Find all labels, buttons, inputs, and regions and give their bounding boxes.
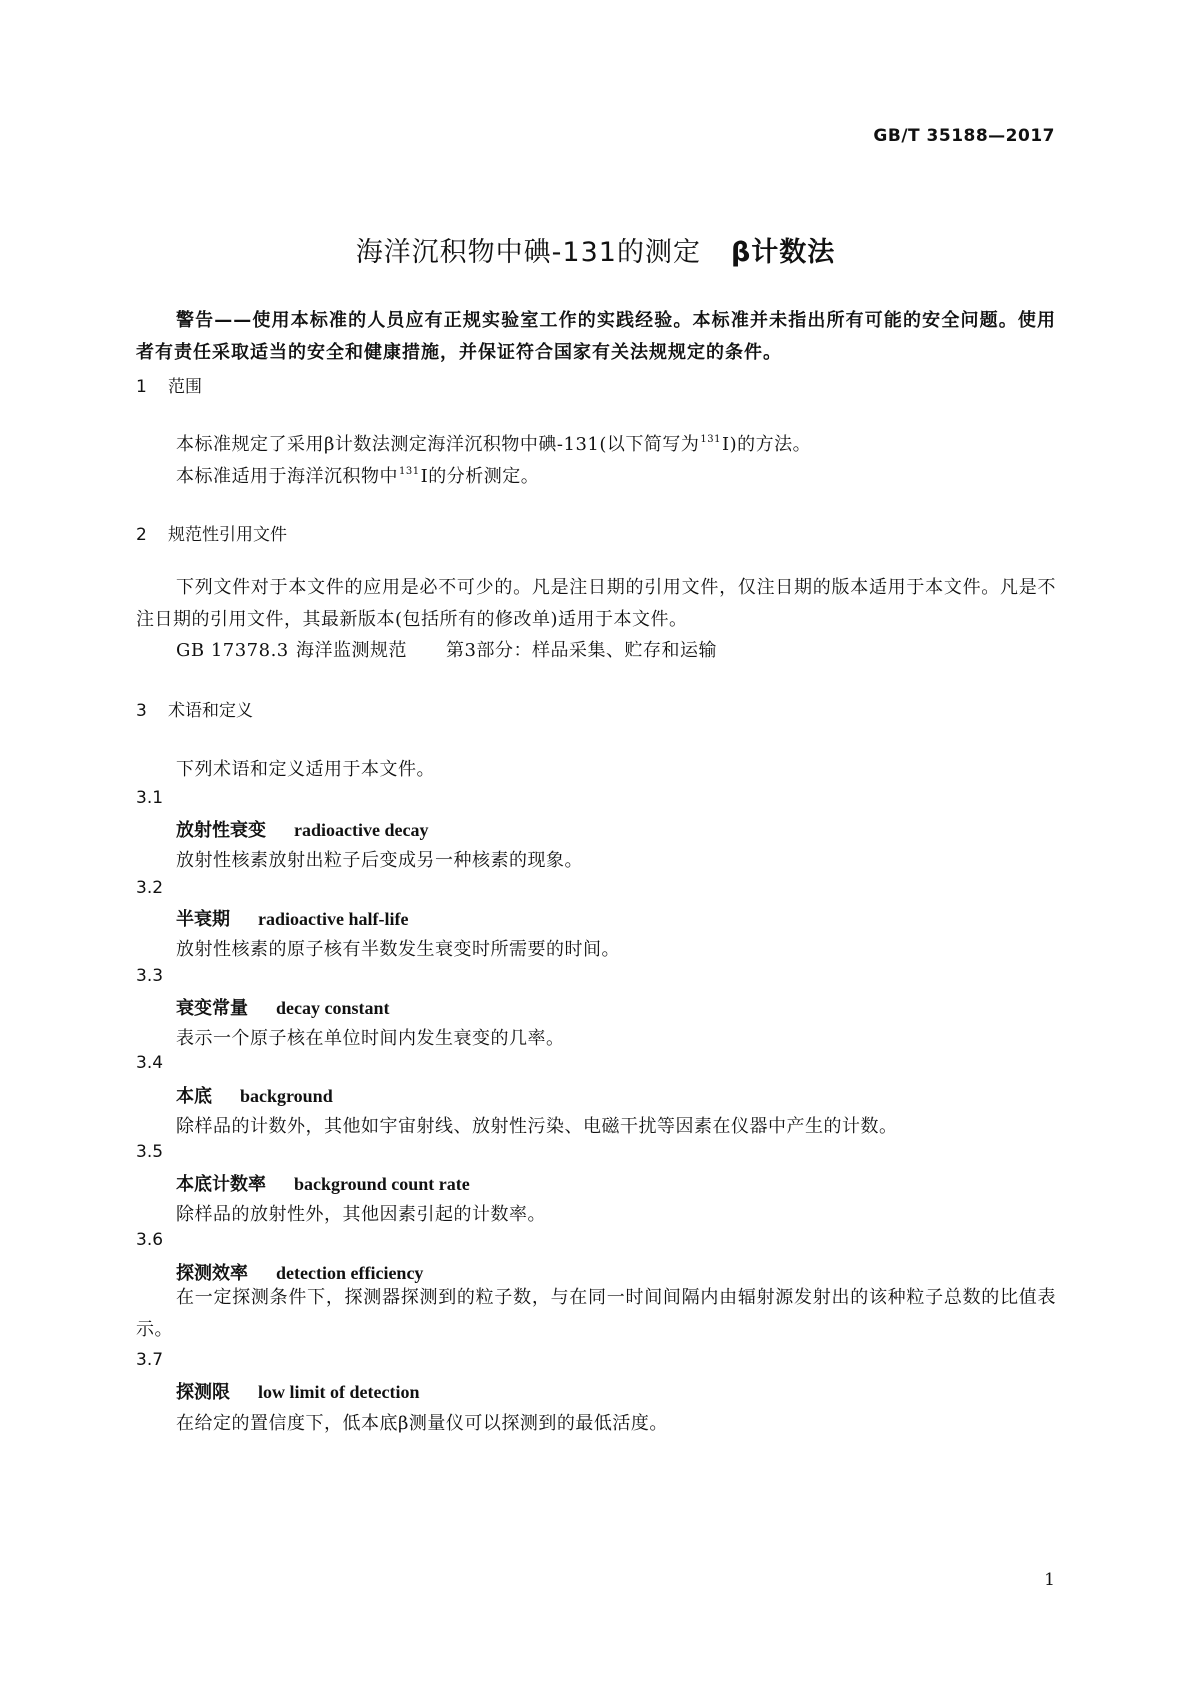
term-heading: 探测限 low limit of detection: [176, 1382, 420, 1403]
term-number: 3.5: [136, 1142, 164, 1162]
section-title: 范围: [168, 377, 202, 397]
term-definition: 表示一个原子核在单位时间内发生衰变的几率。: [176, 1028, 565, 1049]
section-number: 3: [136, 701, 147, 721]
reference-part: 第3部分：样品采集、贮存和运输: [446, 640, 717, 661]
term-heading: 半衰期 radioactive half-life: [176, 909, 409, 930]
term-definition: 除样品的计数外，其他如宇宙射线、放射性污染、电磁干扰等因素在仪器中产生的计数。: [176, 1116, 898, 1137]
section-3-heading: [136, 696, 253, 721]
section-number: 2: [136, 525, 147, 545]
term-definition: 放射性核素的原子核有半数发生衰变时所需要的时间。: [176, 939, 620, 960]
term-number: 3.3: [136, 966, 164, 986]
section-1-heading: [136, 372, 202, 397]
term-number: 3.4: [136, 1053, 164, 1073]
reference-entry: [176, 636, 717, 662]
term-heading: 本底 background: [176, 1086, 333, 1107]
scope-paragraph-1: 本标准规定了采用β计数法测定海洋沉积物中碘-131(以下简写为$^{131}$I)的方法。: [176, 434, 812, 455]
term-heading: 放射性衰变 radioactive decay: [176, 820, 429, 841]
isotope-mass: 131: [399, 466, 420, 477]
term-heading: 本底计数率 background count rate: [176, 1174, 470, 1195]
terms-intro: 下列术语和定义适用于本文件。: [176, 759, 435, 780]
reference-title: 海洋监测规范: [296, 640, 407, 661]
term-number: 3.2: [136, 878, 164, 898]
page-number: 1: [1044, 1570, 1055, 1590]
section-title: 术语和定义: [168, 701, 253, 721]
document-title: [0, 230, 1191, 269]
term-heading: 探测效率 detection efficiency: [176, 1263, 424, 1284]
section-2-heading: [136, 520, 287, 545]
term-definition: 在给定的置信度下，低本底β测量仪可以探测到的最低活度。: [176, 1413, 668, 1434]
term-heading: 衰变常量 decay constant: [176, 998, 390, 1019]
term-number: 3.7: [136, 1350, 164, 1370]
term-definition: 除样品的放射性外，其他因素引起的计数率。: [176, 1204, 546, 1225]
term-definition: 在一定探测条件下，探测器探测到的粒子数，与在同一时间间隔内由辐射源发射出的该种粒子总数的比值表示。: [136, 1287, 1056, 1340]
section-number: 1: [136, 377, 147, 397]
title-method: β计数法: [730, 237, 836, 268]
term-number: 3.6: [136, 1230, 164, 1250]
warning-notice: 警告——使用本标准的人员应有正规实验室工作的实践经验。本标准并未指出所有可能的安全问题。使用者有责任采取适当的安全和健康措施，并保证符合国家有关法规规定的条件。: [136, 310, 1056, 363]
normative-references-intro: 下列文件对于本文件的应用是必不可少的。凡是注日期的引用文件，仅注日期的版本适用于本文件。凡是不注日期的引用文件，其最新版本(包括所有的修改单)适用于本文件。: [136, 577, 1056, 630]
scope-paragraph-2: 本标准适用于海洋沉积物中$^{131}$I的分析测定。: [176, 466, 540, 487]
title-main: 海洋沉积物中碘-131的测定: [355, 237, 701, 268]
term-number: 3.1: [136, 788, 164, 808]
standard-code: GB/T 35188—2017: [873, 126, 1055, 146]
isotope-mass: 131: [700, 434, 721, 445]
reference-code: GB 17378.3: [176, 640, 289, 661]
term-definition: 放射性核素放射出粒子后变成另一种核素的现象。: [176, 850, 583, 871]
section-title: 规范性引用文件: [168, 525, 287, 545]
